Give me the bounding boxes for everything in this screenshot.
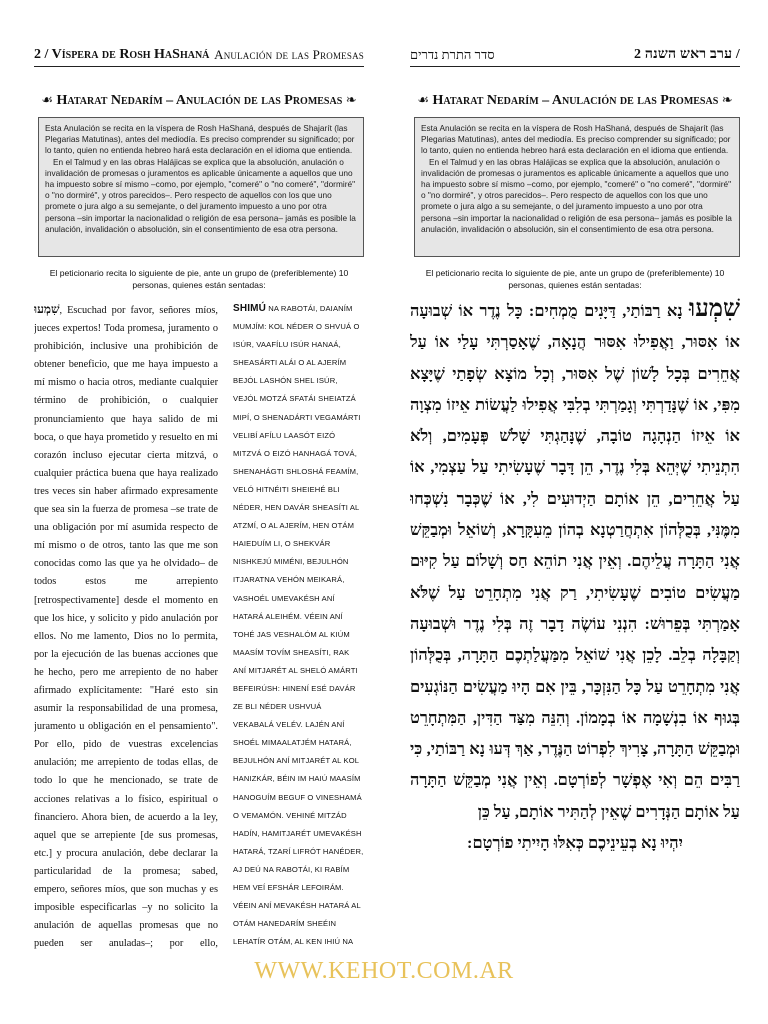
page-title	[34, 92, 364, 109]
instruction-note-box	[38, 117, 364, 257]
note-paragraph: En el Talmud y en las obras Halájicas se explica que la absolución, anulación o invalidación de promesas o juramentos es aplicable únicamente a aquellos que uno ha impuesto sobre sí mismo –como, por ejemplo, "comeré" o "no comeré", "dormiré" o "no dormiré", y otros parecidos–. Pero respecto de aquellos con los que uno promete o jura algo a su semejante, o del juramento impuesto a uno por otra persona –sin importar la nacionalidad o religión de esa persona– jamás es posible la anulación, invalidación o absolución, sin el consentimiento de esa otra persona.	[45, 156, 356, 234]
first-word-translit: SHIMÚ	[233, 303, 266, 314]
running-header	[34, 44, 364, 67]
instruction-note-box	[414, 117, 740, 257]
header-page-number: 2 /	[634, 47, 740, 62]
right-page	[410, 0, 740, 950]
first-word-hebrew: שִׁמְעוּ	[689, 296, 740, 322]
note-paragraph: En el Talmud y en las obras Halájicas se explica que la absolución, anulación o invalidación de promesas o juramentos es aplicable únicamente a aquellos que uno ha impuesto sobre sí mismo –como, por ejemplo, "comeré" o "no comeré", "dormiré" o "no dormiré", y otros parecidos–. Pero respecto de aquellos con los que uno promete o jura algo a su semejante, o del juramento impuesto a uno por otra persona –sin importar la nacionalidad o religión de esa persona– jamás es posible la anulación, invalidación o absolución, sin el consentimiento de esa otra persona.	[421, 156, 732, 234]
ornament-right-icon: ❧	[721, 92, 733, 107]
spanish-text: , Escuchad por favor, señores míos, jueces expertos! Toda promesa, juramento o prohibición, inclusive una prohibición de obtener beneficio, que me haya impuesto a mí mismo o hacia otros, mediante cualquier término de prohibición, o cualquier pronunciamiento que haya salido de mi boca, o que haya prometido y resuelto en mi corazón incluso ejecutar cierta mitzvá, o cualquier práctica buena que haya realizado tres veces sin haber afirmado expresamente que sea sin la fuerza de promesa –se trate de una obligación por mí asumida respecto de mí mismo o de otros, tanto las que me son conocidas como las que ya he olvidado– de todos estos me arrepiento [retrospectivamente] desde el momento en que los hice, y solicito y pido anulación por ellos. No me lamento, Dios no lo permita, por la ejecución de las buenas acciones que he hecho, pero me arrepiento de no haber afirmado explícitamente: "Haré esto sin asumir la responsabilidad de una promesa, juramento u obligación en el pensamiento". Por ello, pido de vuestras excelencias anulación; me arrepiento de todas ellas, de todo lo que he mencionado, se trate de acciones relativas a lo físico, espiritual o financiero. Ahora bien, de acuerdo a la ley, aquel que se arrepiente [de sus promesas, etc.] y procura anulación, debe declarar la particularidad de la promesa; sabed, empero, señores míos, que son muchas y es imposible especificarlas –y no solicito la anulación de aquellas promesas que no pueden ser anuladas–; por ello,	[34, 305, 218, 950]
ornament-left-icon: ☙	[41, 92, 53, 107]
ornament-right-icon: ❧	[345, 92, 357, 107]
header-hebrew-section: סדר התרת נדרים	[410, 47, 495, 62]
header-hebrew-title	[634, 47, 740, 63]
left-page	[34, 0, 364, 950]
spanish-translation-column	[34, 300, 218, 950]
ornament-left-icon: ☙	[417, 92, 429, 107]
hebrew-last-line: יִהְיוּ נָא בְעֵינֵיכֶם כְּאִלּוּ הָיִיתִי פוֹרְטָם:	[467, 833, 683, 853]
note-paragraph: Esta Anulación se recita en la víspera de Rosh HaShaná, después de Shajarít (las Plegarias Matutinas), antes del mediodía. Es preciso comprender su significado; por lo tanto, quien no entienda hebreo hará esta declaración en el idioma que entienda.	[421, 123, 731, 156]
publisher-url: WWW.KEHOT.COM.AR	[254, 958, 514, 984]
first-word-hebrew: שִׁמְעוּ	[34, 302, 60, 316]
header-section-title: Anulación de las Promesas	[214, 47, 364, 62]
note-paragraph: Esta Anulación se recita en la víspera de Rosh HaShaná, después de Shajarít (las Plegarias Matutinas), antes del mediodía. Es preciso comprender su significado; por lo tanto, quien no entienda hebreo hará esta declaración en el idioma que entienda.	[45, 123, 355, 156]
recitation-instruction: El peticionario recita lo siguiente de pie, ante un grupo de (preferiblemente) 10 personas, quienes están sentadas:	[425, 268, 725, 290]
header-page-title: 2 / Víspera de Rosh HaShaná	[34, 47, 210, 62]
transliteration-text: NA RABOTÁI, DAIANÍM MUMJÍM: KOL NÉDER O SHVUÁ O ISÚR, VAAFÍLU ISÚR HANAÁ, SHEASÁRTI ALÁI O AL AJERÍM BEJÓL LASHÓN SHEL ISÚR, VEJÓL MOTZÁ SFATÁI SHEIATZÁ MIPÍ, O SHENADÁRTI VEGAMÁRTI VELIBÍ AFÍLU LAASÓT EIZÓ MITZVÁ O EIZÓ HANHAGÁ TOVÁ, SHENAHÁGTI SHLOSHÁ FEAMÍM, VELÓ HITNÉITI SHEIEHÉ BLI NÉDER, HEN DAVÁR SHEASÍTI AL ATZMÍ, O AL AJERÍM, HEN OTÁM HAIEDUÍM LI, O SHEKVÁR NISHKEJÚ MIMÉNI, BEJULHÓN ITJARATNA VEHÓN MEIKARÁ, VASHOÉL UMEVAKÉSH ANÍ HATARÁ ALEIHÉM. VÉEIN ANÍ TOHÉ JAS VESHALÓM AL KIÚM MAASÍM TOVÍM SHEASÍTI, RAK ANÍ MITJARÉT AL SHELÓ AMÁRTI BEFEIRÚSH: HINENÍ ESÉ DAVÁR ZE BLI NÉDER USHVUÁ VEKABALÁ VELÉV. LAJÉN ANÍ SHOÉL MIMAALATJÉM HATARÁ, BEJULHÓN ANÍ MITJARÉT AL KOL HANIZKÁR, BÉIN IM HAIÚ MAASÍM HANOGUÍM BEGUF O VINESHAMÁ O VEMAMÓN. VEHINÉ MITZÁD HADÍN, HAMITJARÉT UMEVAKÉSH HATARÁ, TZARÍ LIFRÓT HANÉDER, AJ DEÚ NA RABOTÁI, KI RABÍM HEM VEÍ EFSHÁR LEFOIRÁM. VÉEIN ANÍ MEVAKÉSH HATARÁ AL OTÁM HANEDARÍM SHEÉIN LEHATÍR OTÁM, AL KEN IHIÚ NA	[233, 304, 364, 947]
title-text: Hatarat Nedarím – Anulación de las Promesas	[432, 93, 719, 108]
running-header-hebrew	[410, 44, 740, 67]
title-text: Hatarat Nedarím – Anulación de las Promesas	[56, 93, 343, 108]
recitation-instruction: El peticionario recita lo siguiente de pie, ante un grupo de (preferiblemente) 10 personas, quienes están sentadas:	[49, 268, 349, 290]
header-hebrew-title-text: ערב ראש השנה	[644, 47, 733, 62]
hebrew-text-column	[410, 294, 740, 939]
transliteration-column	[233, 300, 364, 950]
hebrew-text: נָא רַבּוֹתַי, דַּיָּנִים מֻמְחִים: כָּל נֶדֶר אוֹ שְׁבוּעָה אוֹ אִסּוּר, וַאֲפִילוּ אִסּוּר הֲנָאָה, שֶׁאָסַרְתִּי עָלַי אוֹ עַל אֲחֵרִים בְּכָל לָשׁוֹן שֶׁל אִסּוּר, וְכָל מוֹצָא שְׂפָתַי שֶׁיָּצָא מִפִּי, אוֹ שֶׁנָּדַרְתִּי וְגָמַרְתִּי בְלִבִּי אֲפִילוּ לַעֲשׂוֹת אֵיזוֹ מִצְוָה אוֹ אֵיזוֹ הַנְהָגָה טוֹבָה, שֶׁנָּהַגְתִּי שָׁלֹשׁ פְּעָמִים, וְלֹא הִתְנֵיתִי שֶׁיְּהֵא בְּלִי נֶדֶר, הֵן דָּבָר שֶׁעָשִׂיתִי עַל עַצְמִי, אוֹ עַל אֲחֵרִים, הֵן אוֹתָם הַיְדוּעִים לִי, אוֹ שֶׁכְּבָר נִשְׁכְּחוּ מִמֶּנִּי, בְּכֻלְּהוֹן אִתְחֲרַטְנָא בְהוֹן מֵעִקָּרָא, וְשׁוֹאֵל וּמְבַקֵּשׁ אֲנִי הַתָּרָה עֲלֵיהֶם. וְאֵין אֲנִי תוֹהֵא חַס וְשָׁלוֹם עַל קִיּוּם מַעֲשִׂים טוֹבִים שֶׁעָשִׂיתִי, רַק אֲנִי מִתְחָרֵט עַל שֶׁלֹּא אָמַרְתִּי בְּפֵרוּשׁ: הִנְנִי עוֹשֶׂה דָבָר זֶה בְּלִי נֶדֶר וּשְׁבוּעָה וְקַבָּלָה בְלֵב. לָכֵן אֲנִי שׁוֹאֵל מִמַּעֲלַתְכֶם הַתָּרָה, בְּכֻלְּהוֹן אֲנִי מִתְחָרֵט עַל כָּל הַנִּזְכָּר, בֵּין אִם הָיוּ מַעֲשִׂים הַנּוֹגְעִים בְּגוּף אוֹ בִנְשָׁמָה אוֹ בְמָמוֹן. וְהִנֵּה מִצַּד הַדִּין, הַמִּתְחָרֵט וּמְבַקֵּשׁ הַתָּרָה, צָרִיךְ לִפְרוֹט הַנֶּדֶר, אַךְ דְּעוּ נָא רַבּוֹתַי, כִּי רַבִּים הֵם וְאִי אֶפְשָׁר לְפוֹרְטָם. וְאֵין אֲנִי מְבַקֵּשׁ הַתָּרָה עַל אוֹתָם הַנְּדָרִים שֶׁאֵין לְהַתִּיר אוֹתָם, עַל כֵּן	[410, 301, 740, 821]
page-title	[410, 92, 740, 109]
